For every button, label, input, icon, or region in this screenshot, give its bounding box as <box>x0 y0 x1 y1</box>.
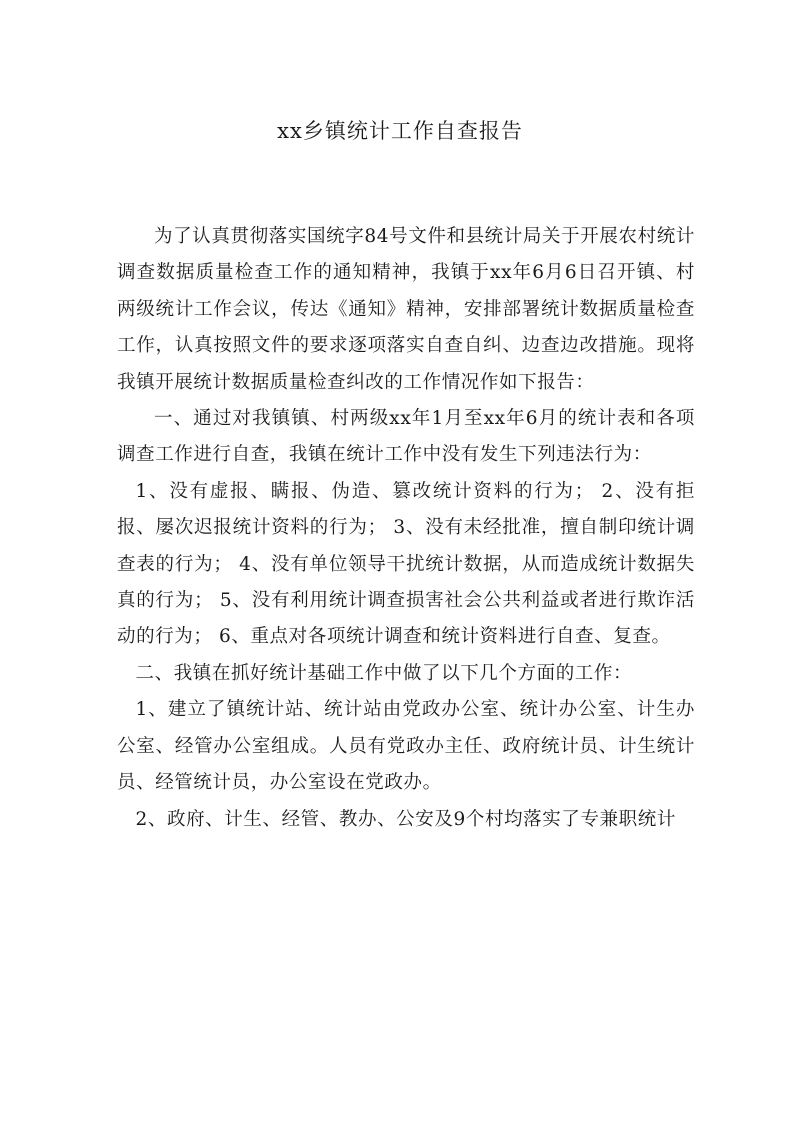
paragraph-item-two: 2、政府、计生、经管、教办、公安及9个村均落实了专兼职统计 <box>135 808 676 830</box>
paragraph-intro: 为了认真贯彻落实国统字84号文件和县统计局关于开展农村统计调查数据质量检查工作的通知精神，我镇于xx年6月6日召开镇、村两级统计工作会议，传达《通知》精神，安排部署统计数据质量检查工作，认真按照文件的要求逐项落实自查自纠、边查边改措施。现将我镇开展统计数据质量检查纠改的工作情况作如下报告： <box>117 226 695 393</box>
paragraph-item-one: 1、建立了镇统计站、统计站由党政办公室、统计办公室、计生办公室、经管办公室组成。人员有党政办主任、政府统计员、计生统计员、经管统计员，办公室设在党政办。 <box>117 699 695 794</box>
document-body <box>117 219 695 838</box>
document-title: xx乡镇统计工作自查报告 <box>277 119 523 143</box>
paragraph-section-one: 一、通过对我镇镇、村两级xx年1月至xx年6月的统计表和各项调查工作进行自查，我镇在统计工作中没有发生下列违法行为： <box>117 408 695 466</box>
paragraph-section-two: 二、我镇在抓好统计基础工作中做了以下几个方面的工作： <box>135 662 633 684</box>
paragraph-violation-list: 1、没有虚报、瞒报、伪造、篡改统计资料的行为； 2、没有拒报、屡次迟报统计资料的行为； 3、没有未经批准，擅自制印统计调查表的行为； 4、没有单位领导干扰统计数据，从而造成统计数据失真的行为； 5、没有利用统计调查损害社会公共利益或者进行欺诈活动的行为； 6、重点对各项统计调查和统计资料进行自查、复查。 <box>117 480 695 648</box>
